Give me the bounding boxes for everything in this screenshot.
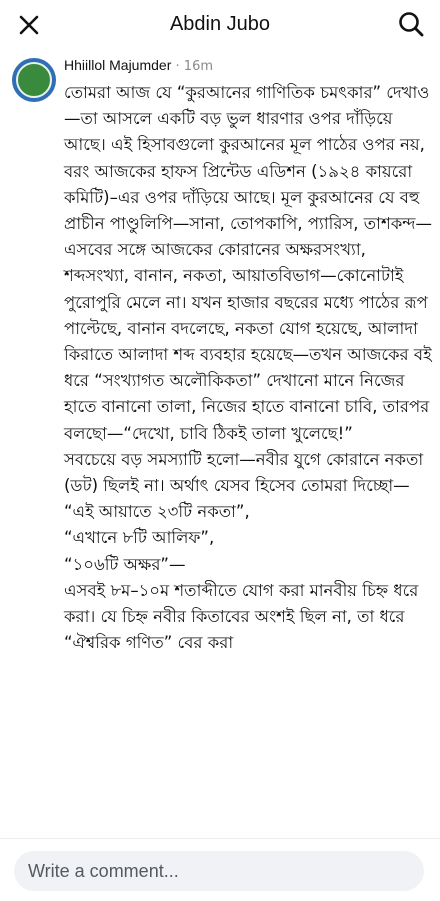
avatar[interactable] [12,58,56,102]
post-time[interactable]: 16m [183,59,214,74]
post-body: তোমরা আজ যে “কুরআনের গাণিতিক চমৎকার” দেখাও—তা আসলে একটি বড় ভুল ধারণার ওপর দাঁড়িয়ে আছে। এই হিসাবগুলো কুরআনের মূল পাঠের ওপর নয়, বরং আজকের হাফস প্রিন্টেড এডিশন (১৯২৪ কায়রো কমিটি)–এর ওপর দাঁড়িয়ে আছে। মূল কুরআনের যে বহু প্রাচীন পাণ্ডুলিপি—সানা, তোপকাপি, প্যারিস, তাশকন্দ—এসবের সঙ্গে আজকের কোরানের অক্ষরসংখ্যা, শব্দসংখ্যা, বানান, নকতা, আয়াতবিভাগ—কোনোটাই পুরোপুরি মেলে না। যখন হাজার বছরের মধ্যে পাঠের রূপ পাল্টেছে, বানান বদলেছে, নকতা যোগ হয়েছে, আলাদা কিরাতে আলাদা শব্দ ব্যবহার হয়েছে—তখন আজকের বই ধরে “সংখ্যাগত অলৌকিকতা” দেখানো মানে নিজের হাতে বানানো তালা, নিজের হাতে বানানো চাবি, তারপর বলছো—“দেখো, চাবি ঠিকই তালা খুলেছে!” সবচেয়ে বড় সমস্যাটি হলো—নবীর যুগে কোরানে নকতা (ডট) ছিলই না। অর্থাৎ যেসব হিসেব তোমরা দিচ্ছো— “এই আয়াতে ২৩টি নকতা”, “এখানে ৮টি আলিফ”, “১০৬টি অক্ষর”— এসবই ৮ম–১০ম শতাব্দীতে যোগ করা মানবীয় চিহ্ন ধরে করা। যে চিহ্ন নবীর কিতাবের অংশই ছিল না, তা ধরে “ঐশ্বরিক গণিত” বের করা [64,83,433,653]
comment-bar [0,838,440,901]
search-button[interactable] [396,9,426,39]
avatar-image [16,62,52,98]
post-meta [64,57,213,74]
close-icon [17,13,41,37]
meta-separator: · [175,59,180,74]
top-bar [0,0,440,48]
comment-input[interactable] [14,851,424,891]
close-button[interactable] [14,10,44,40]
author-name[interactable]: Hhiillol Majumder [64,57,172,73]
post [0,52,440,838]
page-title: Abdin Jubo [169,12,271,35]
search-icon [398,11,424,37]
